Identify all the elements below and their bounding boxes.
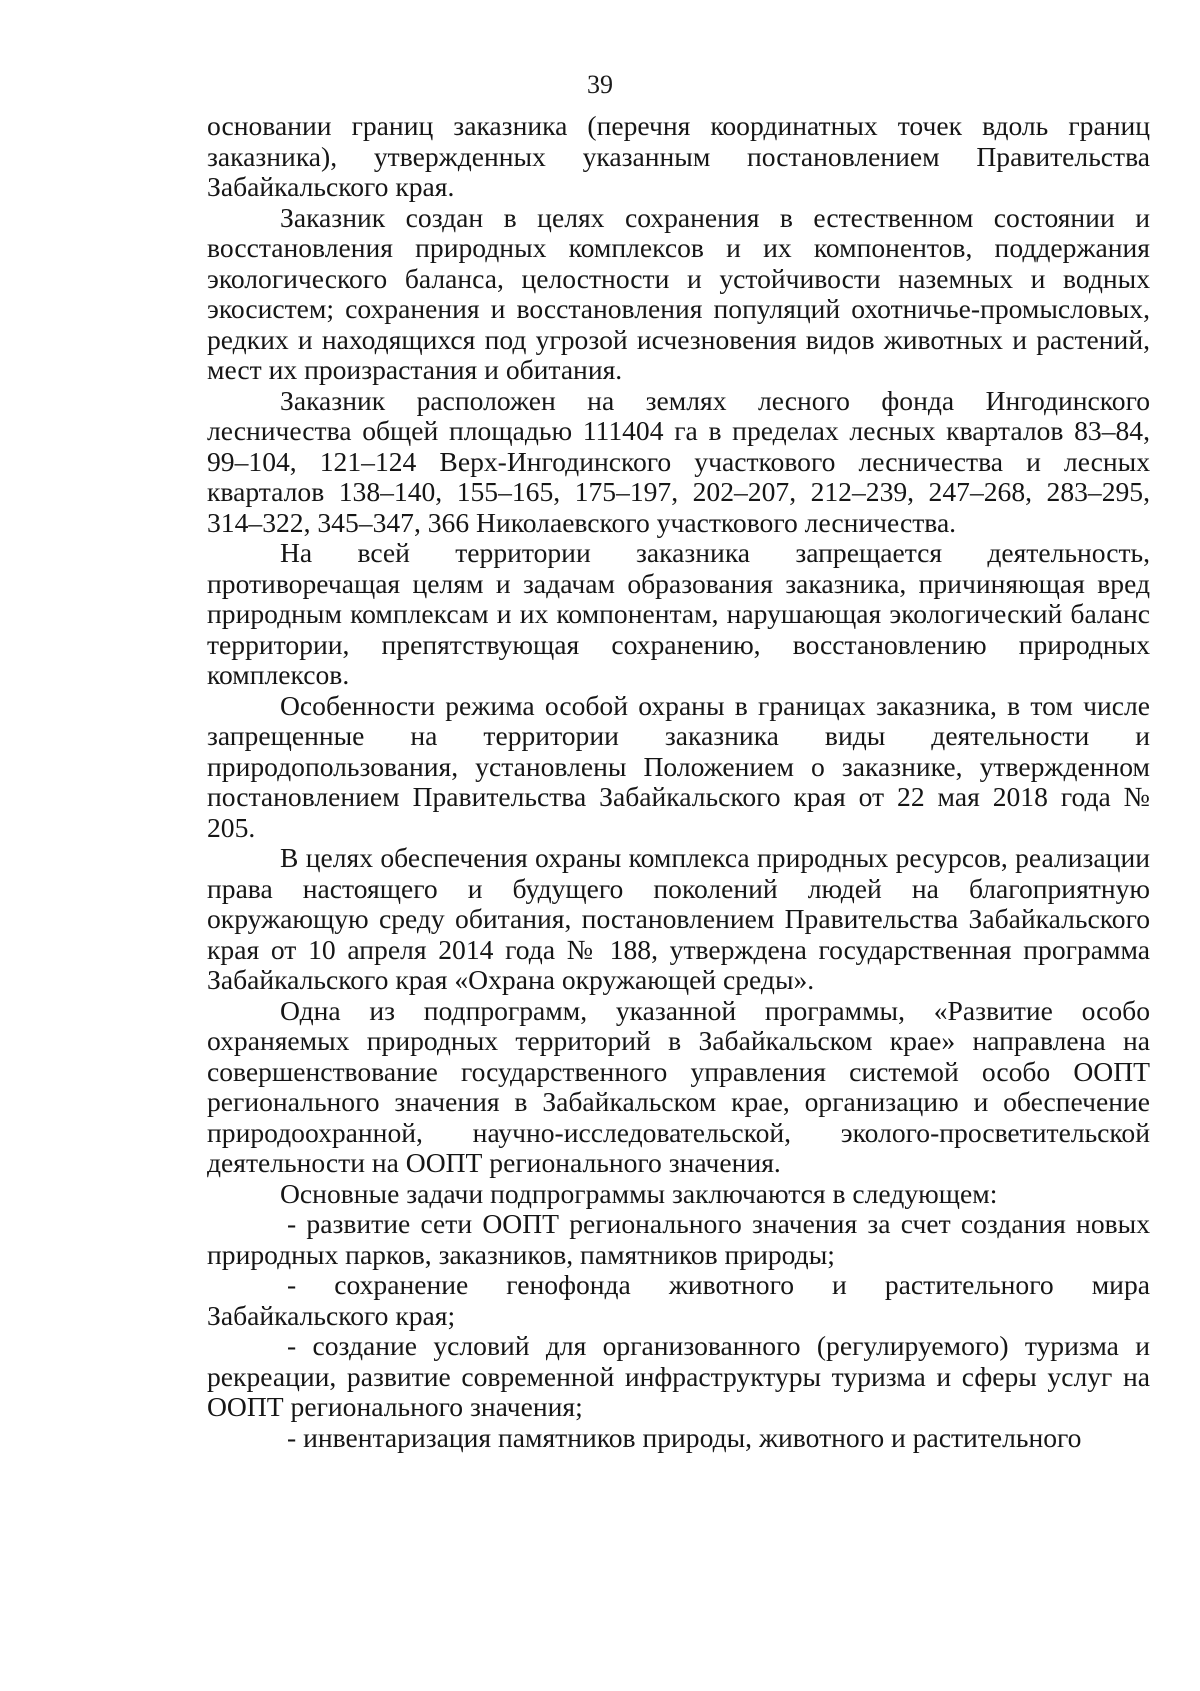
page-number: 39 [587, 70, 613, 99]
document-body [207, 111, 1150, 1453]
paragraph: В целях обеспечения охраны комплекса природных ресурсов, реализации права настоящего и будущего поколений людей на благоприятную окружающую среду обитания, постановлением Правительства Забайкальского края от 10 апреля 2014 года № 188, утверждена государственная программа Забайкальского края «Охрана окружающей среды». [207, 842, 1150, 995]
paragraph: Основные задачи подпрограммы заключаются в следующем: [280, 1177, 998, 1209]
list-item: - инвентаризация памятников природы, животного и растительного [287, 1421, 1082, 1453]
paragraph: Заказник создан в целях сохранения в естественном состоянии и восстановления природных комплексов и их компонентов, поддержания экологического баланса, целостности и устойчивости наземных и водных экосистем; сохранения и восстановления популяций охотничье-промысловых, редких и находящихся под угрозой исчезновения видов животных и растений, мест их произрастания и обитания. [207, 201, 1150, 385]
list-item: - создание условий для организованного (регулируемого) туризма и рекреации, развитие современной инфраструктуры туризма и сферы услуг на ООПТ регионального значения; [207, 1330, 1150, 1422]
paragraph: Особенности режима особой охраны в границах заказника, в том числе запрещенные на территории заказника виды деятельности и природопользования, установлены Положением о заказнике, утвержденном постановлением Правительства Забайкальского края от 22 мая 2018 года № 205. [207, 689, 1150, 843]
paragraph: основании границ заказника (перечня координатных точек вдоль границ заказника), утвержденных указанным постановлением Правительства Забайкальского края. [207, 110, 1150, 202]
paragraph: Заказник расположен на землях лесного фонда Ингодинского лесничества общей площадью 111404 га в пределах лесных кварталов 83–84, 99–104, 121–124 Верх-Ингодинского участкового лесничества и лесных кварталов 138–140, 155–165, 175–197, 202–207, 212–239, 247–268, 283–295, 314–322, 345–347, 366 Николаевского участкового лесничества. [207, 384, 1150, 538]
list-item: - сохранение генофонда животного и растительного мира Забайкальского края; [207, 1269, 1150, 1331]
paragraph: На всей территории заказника запрещается деятельность, противоречащая целям и задачам образования заказника, причиняющая вред природным комплексам и их компонентам, нарушающая экологический баланс территории, препятствующая сохранению, восстановлению природных комплексов. [207, 537, 1150, 690]
list-item: - развитие сети ООПТ регионального значения за счет создания новых природных парков, заказников, памятников природы; [207, 1208, 1150, 1270]
paragraph: Одна из подпрограмм, указанной программы, «Развитие особо охраняемых природных территорий в Забайкальском крае» направлена на совершенствование государственного управления системой особо ООПТ регионального значения в Забайкальском крае, организацию и обеспечение природоохранной, научно-исследовательской, эколого-просветительской деятельности на ООПТ регионального значения. [207, 994, 1150, 1178]
